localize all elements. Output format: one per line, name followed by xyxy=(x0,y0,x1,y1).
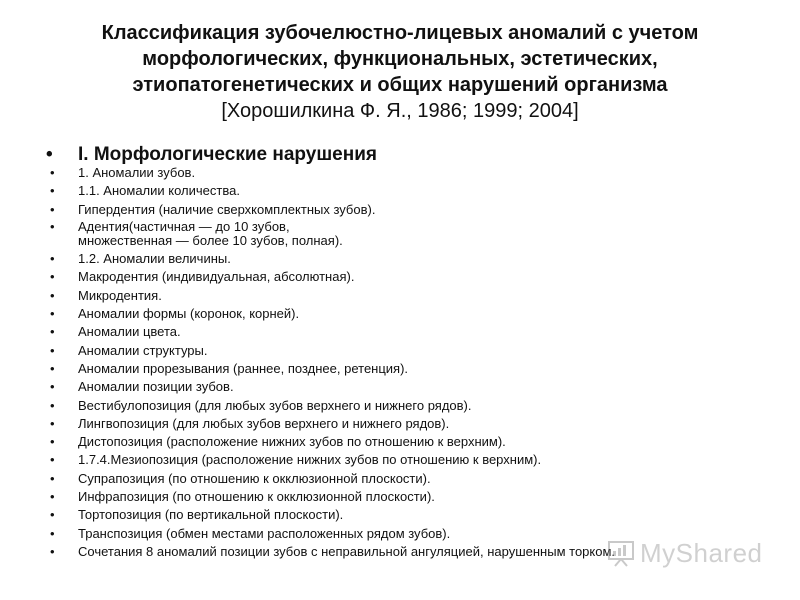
list-item: • 1.2. Аномалии величины. xyxy=(50,251,770,266)
title-line-1: Классификация зубочелюстно-лицевых аномалий с учетом xyxy=(101,22,699,44)
list-item: • Сочетания 8 аномалий позиции зубов с неправильной ангуляцией, нарушенным торком. xyxy=(50,544,770,559)
section-heading-text: I. Морфологические нарушения xyxy=(78,144,377,165)
list-item: • Аномалии формы (коронок, корней). xyxy=(50,306,770,321)
list-item: • 1. Аномалии зубов. xyxy=(50,165,770,180)
title-citation: [Хорошилкина Ф. Я., 1986; 1999; 2004] xyxy=(221,100,579,122)
section-bullet: • xyxy=(46,144,53,165)
title-line-2: морфологических, функциональных, эстетических, xyxy=(142,48,658,70)
anomaly-list xyxy=(50,165,770,562)
list-item: • Вестибулопозиция (для любых зубов верхнего и нижнего рядов). xyxy=(50,398,770,413)
list-item: • Гипердентия (наличие сверхкомплектных зубов). xyxy=(50,202,770,217)
list-item: • Лингвопозиция (для любых зубов верхнего и нижнего рядов). xyxy=(50,416,770,431)
list-item: • Микродентия. xyxy=(50,288,770,303)
list-item: • Супрапозиция (по отношению к окклюзионной плоскости). xyxy=(50,471,770,486)
list-item xyxy=(50,220,770,248)
list-item: • Тортопозиция (по вертикальной плоскости). xyxy=(50,507,770,522)
list-item: • Макродентия (индивидуальная, абсолютная). xyxy=(50,269,770,284)
list-item: • 1.1. Аномалии количества. xyxy=(50,183,770,198)
list-item: • Аномалии прорезывания (раннее, позднее, ретенция). xyxy=(50,361,770,376)
list-item: • 1.7.4.Мезиопозиция (расположение нижних зубов по отношению к верхним). xyxy=(50,452,770,467)
section-heading xyxy=(46,143,377,167)
slide-title xyxy=(40,20,760,124)
title-line-3: этиопатогенетических и общих нарушений организма xyxy=(132,74,668,96)
list-item: • Дистопозиция (расположение нижних зубов по отношению к верхним). xyxy=(50,434,770,449)
watermark-text: MyShared xyxy=(640,537,763,568)
list-item: • Аномалии цвета. xyxy=(50,324,770,339)
list-item: • Аномалии позиции зубов. xyxy=(50,379,770,394)
list-item: • Аномалии структуры. xyxy=(50,343,770,358)
list-item: • Транспозиция (обмен местами расположенных рядом зубов). xyxy=(50,526,770,541)
list-item-line-2: множественная — более 10 зубов, полная). xyxy=(78,232,343,248)
list-item: • Инфрапозиция (по отношению к окклюзионной плоскости). xyxy=(50,489,770,504)
list-item-line-1: Адентия(частичная — до 10 зубов, xyxy=(78,218,290,234)
